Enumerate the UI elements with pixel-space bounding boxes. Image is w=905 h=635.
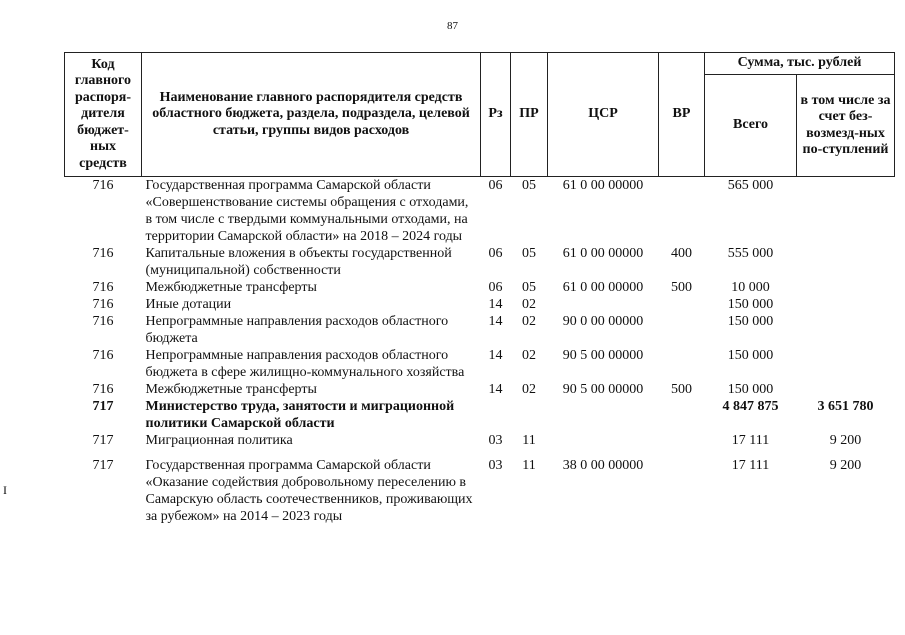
cell-rz: 06 (488, 246, 503, 261)
cell-total: 150 000 (727, 382, 774, 397)
cell-csr: 90 5 00 00000 (562, 382, 644, 397)
header-vr: ВР (659, 53, 705, 177)
cell-pr: 11 (522, 458, 536, 473)
cell-csr (548, 398, 659, 432)
cell-vr (659, 296, 705, 313)
cell-name: Непрограммные направления расходов областного бюджета в сфере жилищно-коммунального хозяйства (145, 348, 465, 380)
cell-csr: 38 0 00 00000 (562, 458, 644, 473)
cell-vr (659, 398, 705, 432)
table-row (65, 177, 895, 246)
cell-code: 716 (92, 348, 114, 363)
cell-rz: 06 (488, 178, 503, 193)
cell-total: 555 000 (727, 246, 774, 261)
cell-csr: 90 0 00 00000 (562, 314, 644, 329)
cell-rz: 06 (488, 280, 503, 295)
cell-code: 716 (92, 246, 114, 261)
cell-csr: 61 0 00 00000 (562, 178, 644, 193)
header-rz: Рз (481, 53, 511, 177)
cell-total: 10 000 (731, 280, 770, 295)
table-row (65, 449, 895, 525)
cell-csr (548, 296, 659, 313)
cell-code: 717 (92, 458, 114, 473)
table-row (65, 381, 895, 398)
cell-name: Иные дотации (145, 297, 232, 312)
cell-name: Государственная программа Самарской области «Оказание содействия добровольному переселению в Самарскую область соотечественников, проживающих за рубежом» на 2014 – 2023 годы (145, 458, 473, 524)
cell-code: 716 (92, 280, 114, 295)
header-total: Всего (705, 75, 797, 177)
header-name: Наименование главного распорядителя средств областного бюджета, раздела, подраздела, целевой статьи, группы видов расходов (142, 53, 481, 177)
cell-vr (659, 449, 705, 525)
table-row (65, 245, 895, 279)
cell-gratuitous: 9 200 (829, 433, 862, 448)
cell-total: 150 000 (727, 314, 774, 329)
cell-pr: 05 (522, 178, 536, 193)
cell-code: 717 (92, 399, 114, 414)
cell-gratuitous: 3 651 780 (817, 399, 874, 414)
header-sum-group: Сумма, тыс. рублей (705, 53, 895, 75)
cell-pr (511, 398, 548, 432)
table-row (65, 279, 895, 296)
cell-code: 716 (92, 314, 114, 329)
cell-gratuitous: 9 200 (829, 458, 862, 473)
cell-pr: 05 (522, 280, 536, 295)
cell-rz: 14 (488, 348, 503, 363)
cell-pr: 05 (522, 246, 536, 261)
cell-gratuitous (797, 296, 895, 313)
table-row (65, 398, 895, 432)
cell-name: Межбюджетные трансферты (145, 280, 317, 295)
header-gratuitous: в том числе за счет без-возмезд-ных по-ступлений (797, 75, 895, 177)
cell-total: 150 000 (727, 297, 774, 312)
cell-rz: 14 (488, 314, 503, 329)
budget-table (64, 52, 895, 525)
cell-vr: 500 (671, 382, 692, 397)
cell-gratuitous (797, 347, 895, 381)
cell-pr: 02 (522, 314, 536, 329)
cell-pr: 02 (522, 297, 536, 312)
table-row (65, 313, 895, 347)
cell-total: 17 111 (731, 433, 770, 448)
cell-csr: 90 5 00 00000 (562, 348, 644, 363)
cell-rz: 03 (488, 458, 503, 473)
cell-vr (659, 177, 705, 246)
cell-vr (659, 347, 705, 381)
cell-csr: 61 0 00 00000 (562, 280, 644, 295)
table-row (65, 347, 895, 381)
cell-gratuitous (797, 381, 895, 398)
cell-total: 150 000 (727, 348, 774, 363)
cell-csr: 61 0 00 00000 (562, 246, 644, 261)
cell-vr (659, 432, 705, 449)
table-row (65, 296, 895, 313)
cell-name: Капитальные вложения в объекты государственной (муниципальной) собственности (145, 246, 452, 278)
page-number: 87 (447, 20, 458, 32)
cell-pr: 11 (522, 433, 536, 448)
cell-code: 716 (92, 382, 114, 397)
cell-pr: 02 (522, 348, 536, 363)
header-csr: ЦСР (548, 53, 659, 177)
cell-gratuitous (797, 245, 895, 279)
cell-csr (548, 432, 659, 449)
cell-total: 565 000 (727, 178, 774, 193)
cell-name: Непрограммные направления расходов областного бюджета (145, 314, 449, 346)
cell-gratuitous (797, 313, 895, 347)
cell-name: Миграционная политика (145, 433, 293, 448)
cell-vr: 400 (671, 246, 692, 261)
cell-gratuitous (797, 279, 895, 296)
cell-code: 716 (92, 178, 114, 193)
cell-total: 17 111 (731, 458, 770, 473)
cell-rz (481, 398, 511, 432)
cell-code: 716 (92, 297, 114, 312)
margin-mark: I (3, 483, 7, 497)
cell-vr (659, 313, 705, 347)
cell-rz: 14 (488, 297, 503, 312)
cell-code: 717 (92, 433, 114, 448)
cell-name: Государственная программа Самарской области «Совершенствование системы обращения с отходами, в том числе с твердыми коммунальными отходами, на территории Самарской области» на 2018 – 2024 годы (145, 178, 469, 244)
cell-name: Межбюджетные трансферты (145, 382, 317, 397)
cell-vr: 500 (671, 280, 692, 295)
header-code: Код главного распоря-дителя бюджет-ных средств (65, 53, 142, 177)
cell-gratuitous (797, 177, 895, 246)
cell-name: Министерство труда, занятости и миграционной политики Самарской области (145, 399, 455, 431)
cell-rz: 03 (488, 433, 503, 448)
cell-rz: 14 (488, 382, 503, 397)
header-pr: ПР (511, 53, 548, 177)
cell-pr: 02 (522, 382, 536, 397)
cell-total: 4 847 875 (722, 399, 779, 414)
table-row (65, 432, 895, 449)
